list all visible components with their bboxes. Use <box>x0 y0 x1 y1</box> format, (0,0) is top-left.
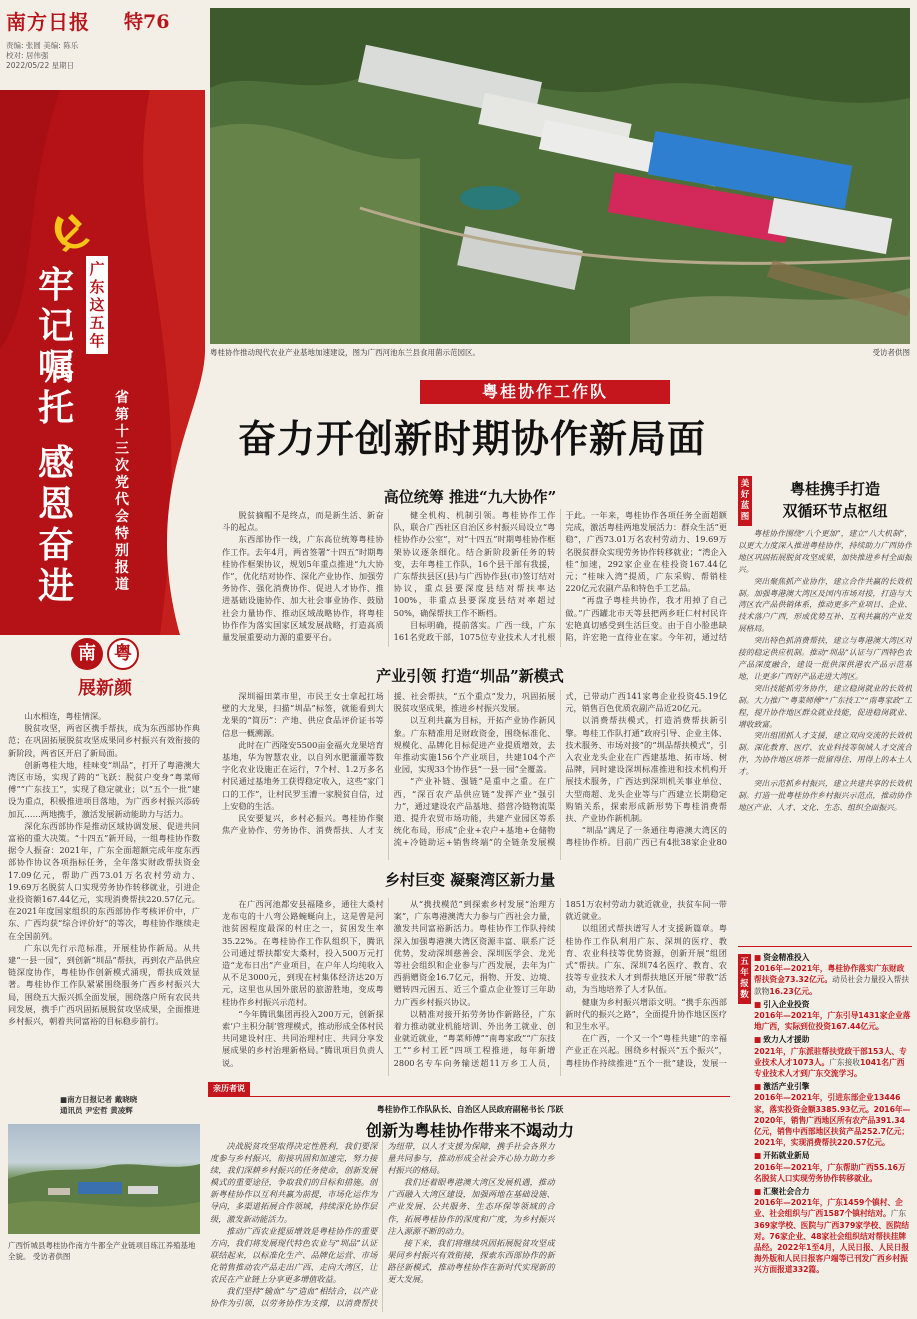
paragraph: 民安要复兴，乡村必振兴。粤桂协作聚焦产业协作、劳务协作、消费帮扶、人才支援、社会帮扶，“五个重点”发力，巩固拓展脱贫攻坚成果，推进乡村振兴发展。 <box>222 691 556 836</box>
special-page-number: 特76 <box>124 11 170 33</box>
stat-text: 1459个镇村、企业、社会组织与广西 <box>754 1198 903 1219</box>
sidebar-divider <box>738 946 912 947</box>
stat-text: 2016年—2021年，广东帮助广西 <box>754 1162 874 1172</box>
stat-text: 2022年1至4月，人民日报、人民日报海外版和人民日报客户端等已刊发广西乡村振兴方面报道 <box>754 1243 910 1275</box>
paragraph: 以精准对接开拓劳务协作新路径，广东着力推动就业机能培训、外出务工就业、创业就近就业，“粤菜师傅”“南粤家政”“广东技工”“乡村工匠”四项工程推进，每年新增2800名专车向务输送超11万乡工人员，1851万农村劳动力就近就业，扶贫车间一带就近就业。 <box>393 899 727 1068</box>
stat-text: 广东 <box>890 1209 907 1219</box>
paragraph: 广东以先行示范标准，开展桂协作新局。从共建“一县一园”，到创新“圳品”帮扶，再到农产品供应链深度协作，粤桂协作创新模式涌现，帮扶成效显著。粤桂协作工作队紧紧围绕服务广西乡村振兴大局，围绕五大振兴抓全面发展，围绕落户所有农民共同发展，携手广西巩固拓展脱贫攻坚成果，全面推进乡村振兴，朝着共同富裕的目标稳步前行。 <box>8 942 200 1027</box>
stat-heading: ■ 致力人才援助 <box>754 1034 912 1045</box>
section-body-rural <box>222 898 727 1076</box>
stat-text: 73.32亿元。 <box>784 975 833 985</box>
stat-text: 1041名广西专业技术人才到广东交流学习。 <box>754 1057 905 1079</box>
stat-text: 167.44亿元。 <box>830 1022 884 1032</box>
sidebar-article <box>738 528 912 948</box>
slogan-char: 嘱 <box>37 346 74 388</box>
cattle-farm-photo <box>8 1124 200 1234</box>
sidebar-title: 粤桂携手打造 双循环节点枢纽 <box>782 480 888 520</box>
stat-text: 2016年—2020年，销售广西地区所有农产品 <box>754 1104 911 1125</box>
paragraph: 从“携找模范”到探索乡村发展“治理方案”，广东粤港澳湾大力参与广西社会力量，激发共同富裕新活力。粤桂协作工作队持续深入加强粤港澳大湾区资源丰富、联系广泛优势，发动深圳慈善会、深圳医学会、龙光等社会组织和企业参与广西发展，去年为广西捐赠资金16.7亿元，捐物、开发、边境、赠转四元困五、近三个重点企业签订三年助力广西乡村振兴协议。 <box>393 899 556 1007</box>
stat-text: 55.16万名脱贫人口实现劳务协作转移就业。 <box>754 1162 906 1183</box>
stat-text: 1431家企业落地广西，实际到位投资 <box>754 1011 911 1032</box>
five-years-label: 广 东 这 五 年 <box>86 256 108 354</box>
nanyue-subtitle: 展新颜 <box>78 678 132 699</box>
stat-text: 1587个镇村结对。 <box>823 1209 891 1219</box>
industrial-park-illustration <box>210 8 910 344</box>
stats-list <box>754 950 912 1276</box>
slogan-char: 托 <box>37 387 74 429</box>
section-body-industry <box>222 690 727 860</box>
paragraph: 脱贫摘帽不是终点，而是新生活、新奋斗的起点。 <box>222 510 384 533</box>
paragraph: 突出聚焦抓产业协作，建立合作共赢的长效机制。加强粤港澳大湾区及国内市场对接，打造与大湾区农产品供销体系，推动更多产业项目、企业、技术落户广西，形成优势互补、互利共赢的产业发展格局。 <box>738 576 912 634</box>
section-body-coordination <box>222 509 727 647</box>
congress-special-report-label: 省 第 十 三 次 党 代 会 特 别 报 道 <box>115 390 129 593</box>
paragraph: 我们还着眼粤港澳大湾区发展机遇，推动广西融入大湾区建设，加强两地在基础设施、产业发展、公共服务、生态环保等领域的合作，拓展粤桂协作的深度和广度，为乡村振兴注入源源不断的动力。 <box>387 1177 555 1236</box>
stat-text: 16.23亿元。 <box>769 986 817 996</box>
paragraph: 接下来，我们将继续巩固拓展脱贫攻坚成果同乡村振兴有效衔接，探索东西部协作的新路径新模式，推动粤桂协作在新时代实现新的更大发展。 <box>387 1237 555 1285</box>
stat-heading: ■ 汇聚社会合力 <box>754 1186 912 1197</box>
paragraph: 在广西河池都安县福隆乡，通往大桑村龙布屯的十八弯公路蜿蜒向上，这是曾是河池贫困程度最深的村庄之一，贫困发生率35.22%。在粤桂协作工作队组织下，腾讯公司通过帮扶都安大桑村，投入500万元打造“龙布日出”产业项目，在户年人均纯收入从不足3000元，到现在村集体经济达20万元，这里也从国外旅居的旅游胜地，变成粤桂协作乡村振兴示范村。 <box>222 899 384 1007</box>
paragraph: 以消费帮扶模式，打造消费帮扶新引擎。粤桂工作队打通“政府引导、企业主体、技术服务、市场对接”的“圳品帮扶模式”，引入农业龙头企业在广西建基地、拓市场、树品牌，同时建设深圳标准推进和技术机构开展技术服务，广西达到深圳机关事业单位、大型商超、龙头企业等与广西建立长期稳定购销关系，探索形成新形势下粤桂消费帮扶、产业协作新机制。 <box>565 715 727 824</box>
stat-heading: ■ 资金精准投入 <box>754 952 912 963</box>
proofreader-line: 校对: 居伟强 <box>6 51 49 60</box>
slogan-char: 牢 <box>37 264 74 306</box>
stat-text: 1073人。 <box>792 1057 830 1067</box>
slogan-char: 奋 <box>37 524 74 566</box>
stat-body <box>754 1010 912 1032</box>
paragraph: 推动广西农业提质增效是粤桂协作的重要方向，我们将发展现代特色农业与“圳品”认证联结起来，以标准化生产、品牌化运营、市场化销售推动农产品走出广西、走向大湾区，让农民在产业链上分享更多增值收益。 <box>210 1225 378 1285</box>
paragraph: 突出技能抓劳务协作，建立稳岗就业的长效机制。大力推广“粤菜师傅”“广东技工”“南粤家政”工程，提升协作地区群众就业技能，促进稳岗就业、增收致富。 <box>738 683 912 729</box>
paragraph: 突出示范抓乡村振兴，建立共建共享的长效机制。打造一批粤桂协作乡村振兴示范点，推动协作地区产业、人才、文化、生态、组织全面振兴。 <box>738 779 912 812</box>
section-heading-coordination: 高位统筹 推进“九大协作” <box>383 488 557 506</box>
paragraph: 东西部协作一线，广东高位统筹粤桂协作工作。去年4月，两省签署“十四五”时期粤桂协作框架协议，规划5年重点推进“九大协作”，优化结对协作、深化产业协作、加强劳务协作、强化消费协作、促进人才协作、推进基础设施协作、加大社会事业协作、鼓励社会力量协作、推动区域战略协作，将粤桂协作作为落实国家区域发展战略，打造高质量发展重要动力源的重要平台。 <box>222 534 384 643</box>
stat-text: 2016年—2021年，广东引导 <box>754 1011 859 1021</box>
stat-text: 3385.93亿元。 <box>815 1104 874 1114</box>
paragraph: 深化东西部协作是推动区域协调发展、促进共同富裕的重大决策。“十四五”新开局，一组粤桂协作数据令人振奋：2021年，广东全面超额完成年度东西部协作协议各项指标任务，全年落实财政帮扶资金17.09亿元，帮助广西73.01万名农村劳动力、19.69万名脱贫人口实现劳务协作转移就业，引进企业投资额167.44亿元，实现消费帮扶220.57亿元。在2021年度国家组织的东西部协作考核评价中，广东、广西均获“综合评价好”的等次，粤桂协作继续走在全国前列。 <box>8 820 200 941</box>
stat-body <box>754 1046 912 1080</box>
main-headline: 奋力开创新时期协作新局面 <box>237 416 706 461</box>
stat-text: 220.57亿元。 <box>836 1138 890 1148</box>
paragraph: 我们坚持“输血”与“造血”相结合，以产业协作为引领，以劳务协作为支撑，以消费帮扶为纽带，以人才支援为保障，携手社会各界力量共同参与，推动形成全社会齐心协力助力乡村振兴的格局。 <box>210 1141 555 1309</box>
opinion-divider <box>208 1096 730 1097</box>
paragraph: 此时在广西隆安5500亩金福火龙果培育基地，华为智慧农业，以自列水肥灌灌等数字化农业设施正在运行，7个村、1.2万多名村民通过基地务工获得稳定收入，这些“家门口的工作”，让村民罗玉漕一家脱贫自信，过上安稳的生活。 <box>222 739 384 811</box>
farm-photo-illustration <box>8 1124 200 1234</box>
slogan-char: 感 <box>37 442 74 484</box>
stat-text: 2016年—2021年，粤桂协作落实广东财政帮扶资金 <box>754 964 905 985</box>
paragraph: 突出组团抓人才支援，建立双向交流的长效机制。深化教育、医疗、农业科技等领域人才交流合作，为协作地区培养一批留得住、用得上的本土人才。 <box>738 731 912 777</box>
stat-text: 2021年，广东派驻帮扶党政干部 <box>754 1046 868 1056</box>
right-sidebar <box>738 476 912 1314</box>
slogan-char: 恩 <box>37 483 74 525</box>
stat-text: 391.34亿元，销售中西部地区扶贫产品 <box>754 1115 906 1137</box>
opinion-body <box>210 1140 732 1312</box>
paragraph: 创新粤桂大地，桂味变“圳品”，打开了粤港澳大湾区市场，实现了跨的“飞跃：脱贫户变身“粤菜师傅”“广东技工”，实现了稳定就业；以“五个一批”建设为重点，积极推进项目落地，为广西乡村振兴添砖加瓦……两地携手，激活发展新动能助力与活力。 <box>8 759 200 819</box>
slogan-char: 记 <box>37 305 74 347</box>
stat-text: 379家学校、医院结对。 <box>754 1220 910 1241</box>
slogan-char: 进 <box>37 565 74 607</box>
left-intro-article <box>8 710 200 1027</box>
nanyue-char: 南 <box>71 638 103 670</box>
section-heading-industry: 产业引领 打造“圳品”新模式 <box>376 667 564 685</box>
paragraph: 以互利共赢为目标，开拓产业协作新风象。广东精准用足财政资金，围绕标准化、规模化、品牌化目标促进产业提质增效，去年推动实施156个产业项目，共建104个产业园，实现33个协作县“一县一园”全覆盖。 <box>393 715 556 775</box>
kicker-label: 粤桂协作工作队 <box>420 380 670 404</box>
paragraph: 粤桂协作围绕“八个更加”，建立“八大机制”，以更大力度深入推进粤桂协作，持续助力广西协作地区巩固拓展脱贫攻坚成果，加快推进乡村全面振兴。 <box>738 529 912 574</box>
paragraph: 山水相连，粤桂情深。 <box>24 711 107 721</box>
stat-text: 广东接收 <box>829 1057 860 1067</box>
stat-text: 252.7亿元；2021年，实现消费帮扶 <box>754 1127 910 1148</box>
stat-body <box>754 1197 912 1275</box>
stat-heading: ■ 引入企业投资 <box>754 999 912 1010</box>
nanyue-column-logo <box>60 638 150 700</box>
stat-text: 2016年—2021年，广东 <box>754 1198 843 1208</box>
left-photo-caption: 广西忻城县粤桂协作南方牛都全产业链项目练江养殖基地全貌。 受访者供图 <box>8 1241 196 1261</box>
five-year-stats-tag: 五 年 报 数 <box>738 954 751 1004</box>
stat-text: 动员社会力量投入帮扶款物 <box>754 975 910 996</box>
stat-heading: ■ 激活产业引擎 <box>754 1081 912 1092</box>
paragraph: 深圳福田菜市里，市民王女士拿起扛场壁的大龙果，扫描“圳品”标签，就能看到大龙果的“简历”：产地、供应食品评价证书等信息一概溯源。 <box>222 691 384 738</box>
stat-text: 2016年—2021年，引进东部企业 <box>754 1093 874 1103</box>
stat-heading: ■ 开拓就业新局 <box>754 1150 912 1161</box>
paragraph: 以组团式帮扶谱写人才支援新篇章。粤桂协作工作队利用广东、深圳的医疗、教育、农业科技等优势资源，创新开展“组团式”帮扶。广东、深圳74名医疗、教育、农技等专业技术人才到帮扶地区开展“带教”活动，为当地培养了人才队伍。 <box>565 923 727 995</box>
stat-text: 153人、专业技术人才 <box>754 1046 907 1067</box>
masthead <box>6 6 202 86</box>
stat-body <box>754 963 912 997</box>
section-heading-rural: 乡村巨变 凝聚湾区新力量 <box>384 871 556 889</box>
paragraph: “再盘子粤桂共协作，我才用掉了自己做。”广西罐北市天等县把两乡旺仁村村民许宏艳真切感受到生活巨变。由于自小脸患缺陷，许宏艳一直待业在家。今年初，通过结 <box>565 595 727 643</box>
opinion-title: 创新为粤桂协作带来不竭动力 <box>365 1121 574 1140</box>
reporter-credit: ■南方日报记者 戴晓晓 通讯员 尹宏哲 黄凌辉 <box>60 1095 138 1115</box>
stat-text: 76家企业、48家社会组织结对帮扶挂牌品经。 <box>754 1231 907 1253</box>
stat-text: 369家学校、医院与广西 <box>754 1220 840 1230</box>
party-emblem-icon <box>48 208 94 254</box>
stat-text: 332篇。 <box>792 1265 824 1275</box>
paragraph: 健康为乡村振兴增添文明。“携手东西部新时代的振兴之路”，全面提升协作地区医疗和卫生水平。 <box>565 996 727 1032</box>
nanyue-char: 粤 <box>107 638 139 670</box>
date-line: 2022/05/22 星期日 <box>6 61 75 70</box>
opinion-byline: 粤桂协作工作队队长、自治区人民政府副秘书长 邝跃 <box>376 1105 564 1114</box>
paragraph: “圳品”满足了一条通往粤港澳大湾区的粤桂协作桥。目前广西已有4批38家企业80 <box>565 825 727 848</box>
stat-body <box>754 1162 912 1184</box>
paragraph: 在广西，一个又一个“粤桂共建”的幸福产业正在兴起。围绕乡村振兴“五个振兴”，粤桂协作持续推进“五个一批”建设，发展一 <box>565 1033 727 1068</box>
editor-line: 责编: 张圆 美编: 陈乐 <box>6 41 79 50</box>
paper-name: 南方日报 <box>6 10 90 34</box>
paragraph: “今年腾讯集团再投入200万元，创新探索‘户主积分制’管理模式，推动形成全体村民共同建设村庄、共同治理村庄、共同分享发展成果的乡村治理新格局。”腾讯项目负责人说。 <box>222 1008 384 1068</box>
paragraph: 脱贫攻坚，两省区携手帮扶，成为东西部协作典范；在巩固拓展脱贫攻坚成果同乡村振兴有效衔接的新阶段，两省区开启了新局面。 <box>8 723 200 758</box>
stat-body <box>754 1092 912 1148</box>
blueprint-tag: 美 好 蓝 图 <box>738 476 752 526</box>
left-column <box>0 0 205 1319</box>
paragraph: 健全机构、机制引领。粤桂协作工作队，联合广西社区自治区乡村振兴局设立“粤桂协作办公室”，对“十四五”时期粤桂协作框架协议逐条细化。结合新阶段新任务的转变，去年粤桂工作队，16个县干部有我援，广东帮扶县区(县)与广西协作县(市)签订结对协议，重点县要深度县结对帮扶率达100%，非重点县要深度县结对率超过50%，确保帮扶工作不断档。 <box>393 510 556 618</box>
opinion-tag: 亲历者说 <box>208 1082 250 1096</box>
paragraph: 决战脱贫攻坚取得决定性胜利，我们要深度参与乡村振兴，衔接巩固和加速完，努力接续，我们深耕乡村振兴的任务使命，创新发展模式的重要途径，争取我们的目标和措施。创新粤桂协作以互利共赢为前提，市场化运作为导向，多渠道拓展合作领域，持续深化协作层级，激发新动能活力。 <box>210 1141 378 1224</box>
paragraph: 目标明确，提前落实。广西一线，广东161名党政干部，1075位专业技术人才扎根于此。一年来，粤桂协作各项任务全面超额完成，激活粤桂两地发展活力：群众生活“更稳”，广西73.01万名农村劳动力、19.69万名脱贫群众实现劳务协作转移就业；“湾企入桂”加速，292家企业在桂投资167.44亿元；“桂味入湾”提质，广东采购、帮销桂220亿元农副产品和特色手工艺品。 <box>393 510 727 643</box>
paragraph: “产业补链、强链”是重中之重。在广西，“深百农产品供应链”发挥产业“强引力”，通过建设农产品基地、搭营冷链物流渠道、提升农贸市场功能，共建产业园区等系统化布局，形成“企业+农户+基地+仓储物流+冷链助运+销售终端”的全链条发展模式，已带动广西141家粤企业投资45.19亿元，销售百色优质农副产品近20亿元。 <box>393 691 727 848</box>
paragraph: 突出特色抓消费帮扶，建立与粤港澳大湾区对接的稳定供应机制。推动“圳品”认证与广西特色农产品深度融合，建设一批供深供港农产品示范基地，让更多广西好产品走进大湾区。 <box>738 636 912 681</box>
special-report-banner <box>0 90 205 635</box>
stat-text: 13446家，落实投资金额 <box>754 1093 901 1114</box>
hero-aerial-photo <box>210 8 910 344</box>
hero-credit: 受访者供图 <box>872 348 910 357</box>
slogan <box>26 265 86 607</box>
hero-caption: 粤桂协作推动现代农业产业基地加速建设，图为广西河池东兰县食用菌示范园区。 <box>210 348 480 357</box>
five-year-stats-box <box>738 950 912 1314</box>
